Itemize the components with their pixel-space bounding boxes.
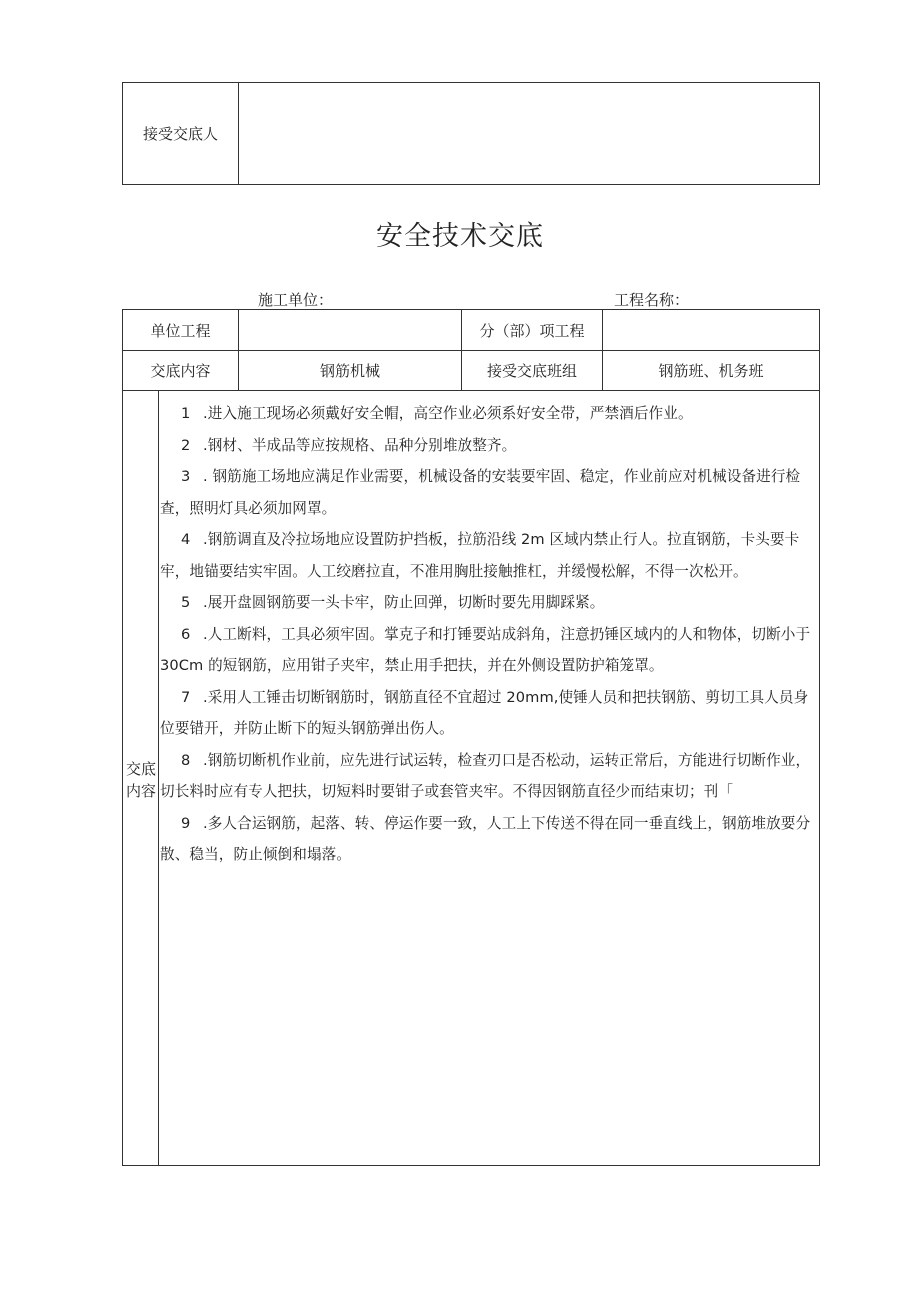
- list-item: [160, 808, 818, 871]
- item-number: 5: [181, 594, 191, 611]
- briefing-items: [160, 398, 818, 871]
- unit-project-label: 单位工程: [150, 321, 211, 340]
- item-text: .钢筋调直及冷拉场地应设置防护挡板，拉筋沿线 2m 区域内禁止行人。拉直钢筋，卡头要卡牢，地锚要结实牢固。人工绞磨拉直，不准用胸肚接触推杠，并缓慢松解，不得一次松开。: [160, 531, 800, 580]
- list-item: [160, 524, 818, 587]
- content-value: 钢筋机械: [319, 362, 380, 380]
- item-number: 7: [181, 688, 191, 706]
- item-text: .多人合运钢筋，起落、转、停运作要一致，人工上下传送不得在同一垂直线上，钢筋堆放要分散、稳当，防止倾倒和塌落。: [160, 814, 811, 863]
- recipient-value[interactable]: [239, 83, 819, 184]
- list-item: [160, 619, 818, 682]
- item-number: 9: [181, 814, 191, 832]
- content-label-divider: [158, 390, 159, 1166]
- content-side-label: [124, 758, 158, 802]
- item-number: 6: [181, 625, 191, 643]
- content-label: 交底内容: [150, 362, 211, 380]
- content-side-label-line2: 内容: [125, 782, 156, 800]
- item-text: .钢筋切断机作业前，应先进行试运转，检查刃口是否松动，运转正常后，方能进行切断作业，切长料时应有专人把扶，切短料时要钳子或套管夹牢。不得因钢筋直径少而结束切；刊「: [160, 751, 811, 800]
- item-number: 3: [181, 468, 191, 485]
- item-number: 4: [181, 531, 191, 548]
- item-number: 1: [181, 405, 191, 422]
- unit-project-value[interactable]: [239, 310, 461, 350]
- list-item: [160, 682, 818, 745]
- construction-unit-label: 施工单位：: [258, 291, 334, 309]
- item-text: .进入施工现场必须戴好安全帽，高空作业必须系好安全带，严禁酒后作业。: [203, 405, 693, 422]
- sub-project-label: 分（部）项工程: [479, 321, 585, 340]
- row-divider-2: [122, 390, 820, 391]
- team-label: 接受交底班组: [486, 362, 577, 380]
- content-side-label-line1: 交底: [125, 760, 156, 778]
- recipient-label: 接受交底人: [142, 125, 218, 143]
- team-value: 钢筋班、机务班: [658, 362, 764, 380]
- list-item: [160, 430, 818, 462]
- list-item: [160, 745, 818, 808]
- list-item: [160, 398, 818, 430]
- list-item: [160, 587, 818, 619]
- item-text: .采用人工锤击切断钢筋时，钢筋直径不宜超过 20mm,使锤人员和把扶钢筋、剪切工具人员身位要错开，并防止断下的短头钢筋弹出伤人。: [160, 688, 809, 737]
- item-number: 2: [181, 436, 191, 454]
- project-name-label: 工程名称：: [614, 291, 690, 309]
- item-text: .人工断料，工具必须牢固。掌克子和打锤要站成斜角，注意扔锤区域内的人和物体，切断小于 30Cm 的短钢筋，应用钳子夹牢，禁止用手把扶，并在外侧设置防护箱笼罩。: [160, 625, 811, 674]
- sub-project-value[interactable]: [603, 310, 819, 350]
- item-text: .展开盘圆钢筋要一头卡牢，防止回弹，切断时要先用脚踩紧。: [203, 594, 605, 611]
- item-text: .钢材、半成品等应按规格、品种分别堆放整齐。: [203, 436, 517, 454]
- item-text: . 钢筋施工场地应满足作业需要，机械设备的安装要牢固、稳定，作业前应对机械设备进行检查，照明灯具必须加网罩。: [160, 468, 801, 517]
- item-number: 8: [181, 751, 191, 769]
- page-title: 安全技术交底: [376, 221, 544, 252]
- list-item: [160, 461, 818, 524]
